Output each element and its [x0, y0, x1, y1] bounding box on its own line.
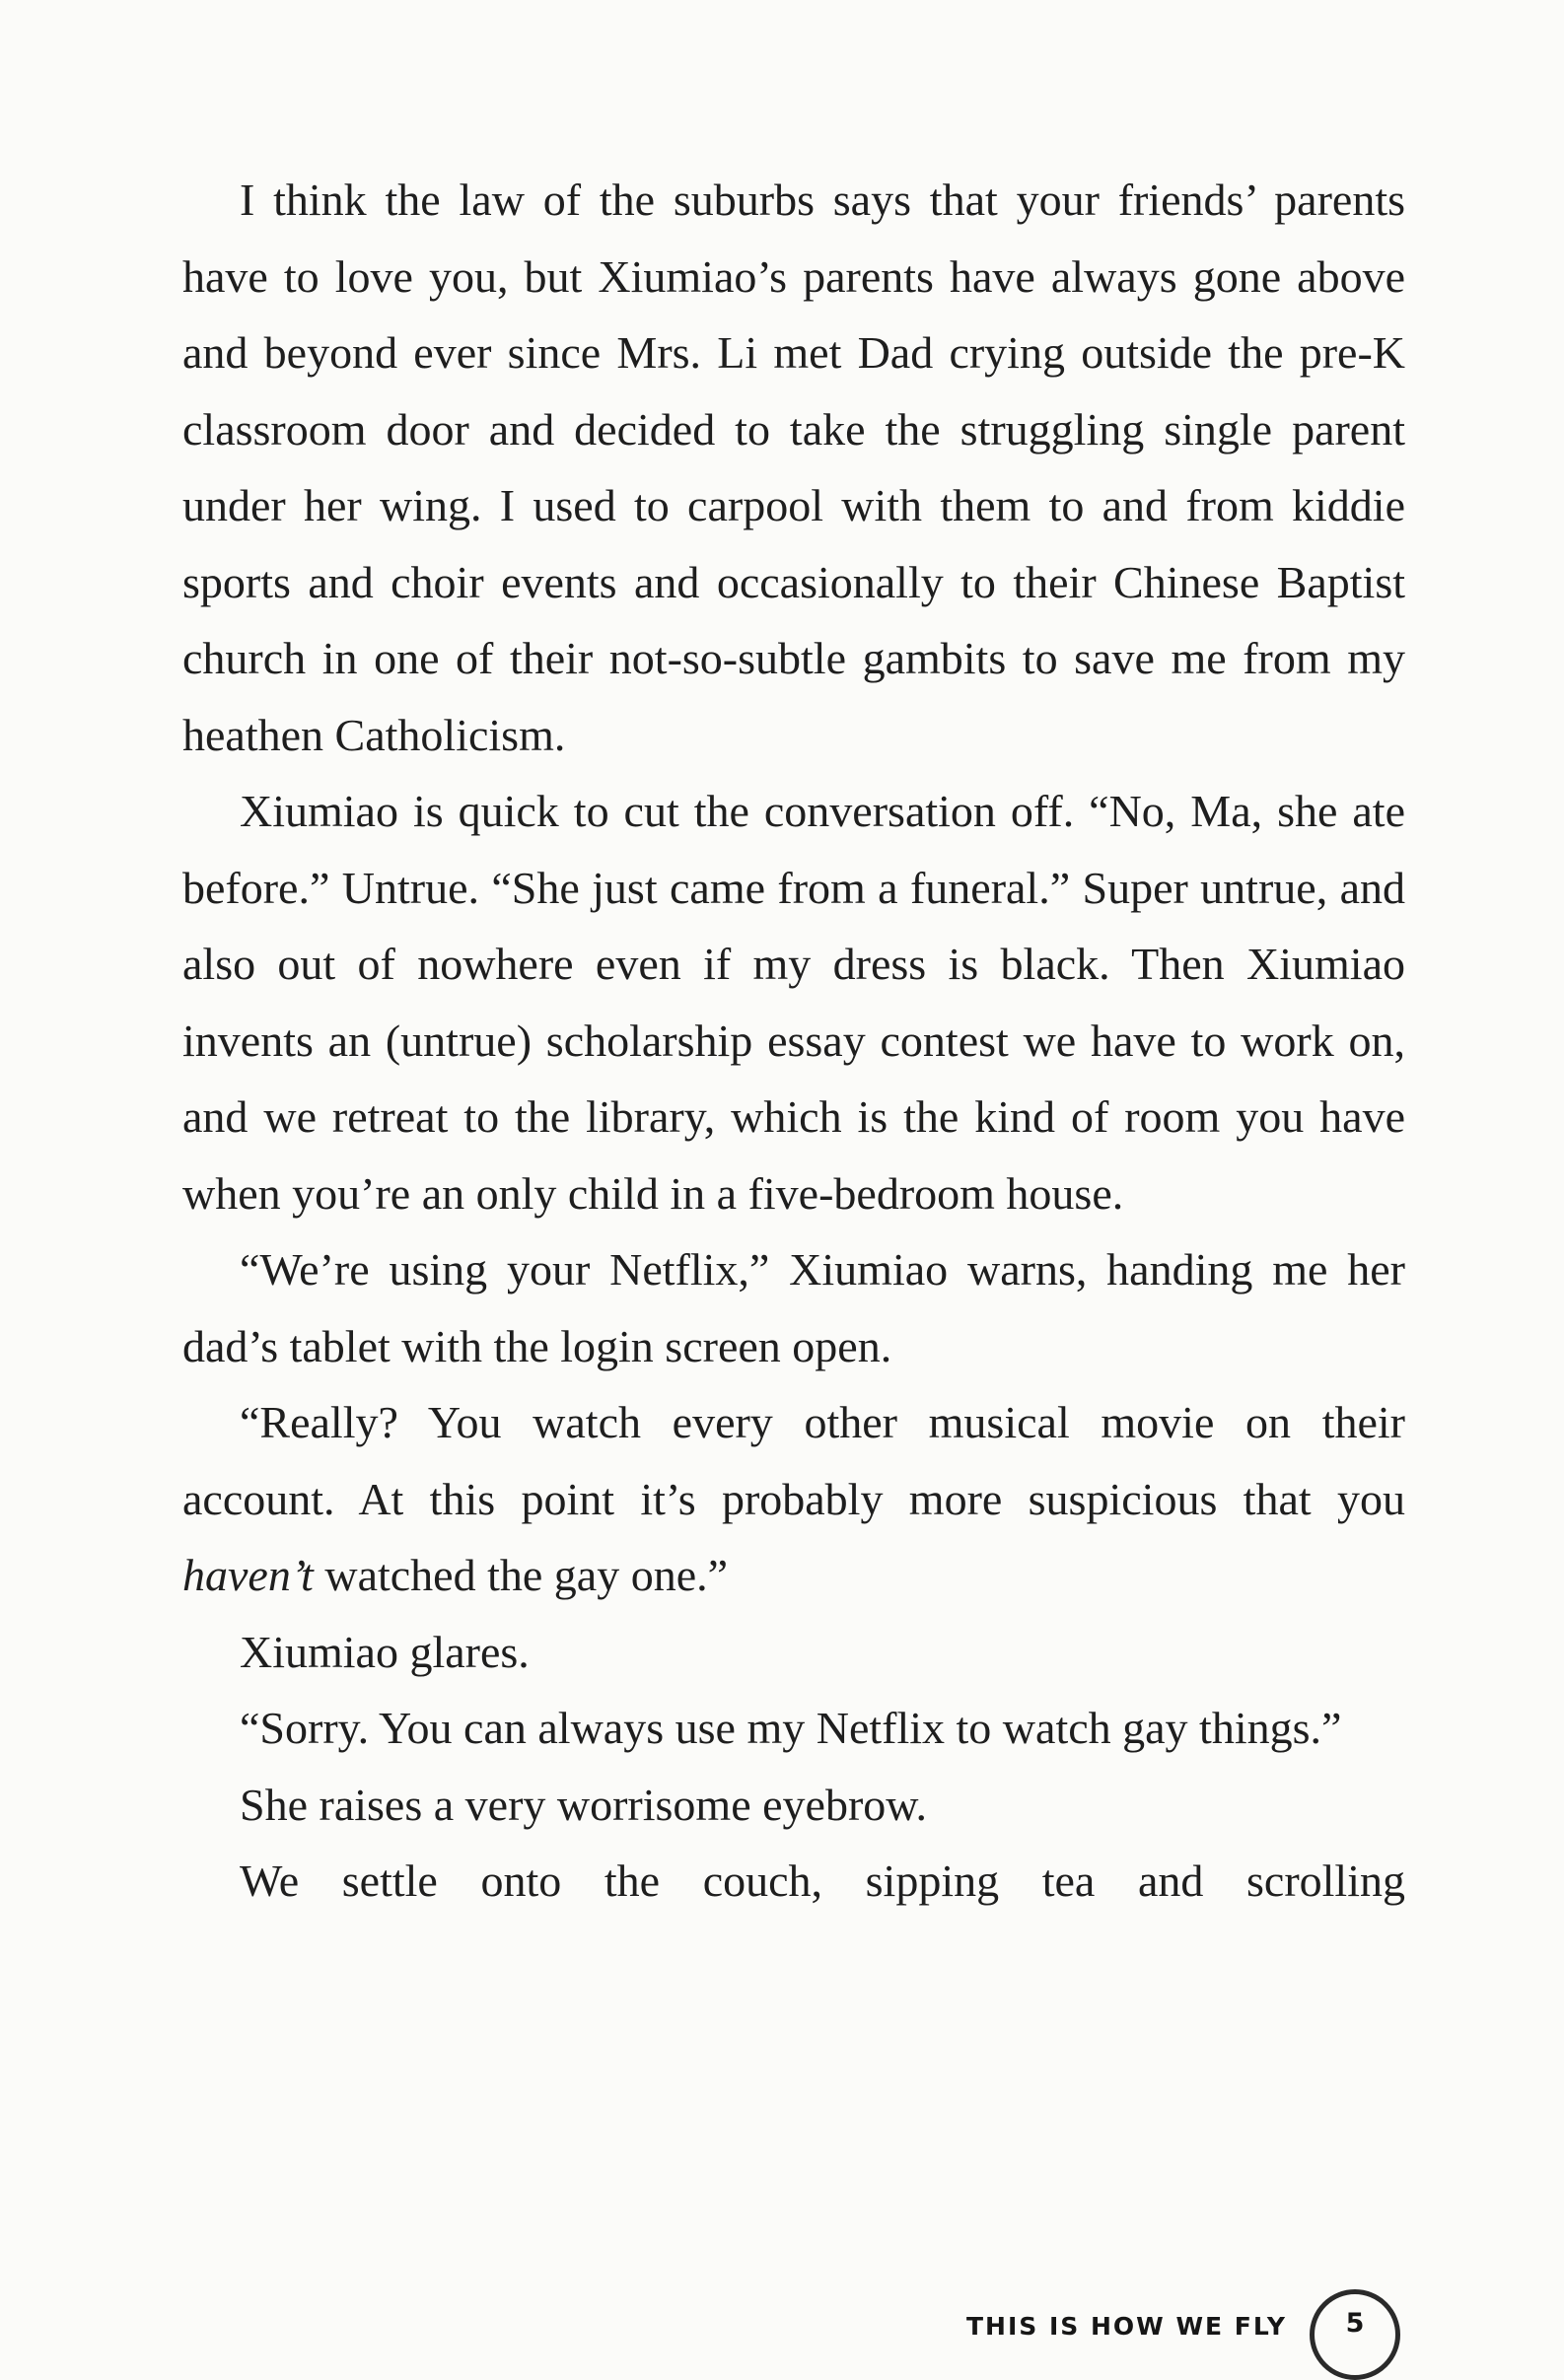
paragraph: “We’re using your Netflix,” Xiumiao warns, handing me her dad’s tablet with the login screen open. — [182, 1244, 1405, 1371]
paragraph — [182, 1384, 1405, 1614]
paragraph-text: watched the gay one.” — [313, 1550, 729, 1600]
paragraph-text: “Really? You watch every other musical movie on their account. At this point it’s probably more suspicious that you — [182, 1397, 1405, 1524]
body-text — [182, 162, 1405, 1920]
paragraph: I think the law of the suburbs says that your friends’ parents have to love you, but Xiumiao’s parents have always gone above and beyond ever since Mrs. Li met Dad crying outside the pre-K classroom door and decided to take the struggling single parent under her wing. I used to carpool with them to and from kiddie sports and choir events and occasionally to their Chinese Baptist church in one of their not-so-subtle gambits to save me from my heathen Catholicism. — [182, 175, 1405, 760]
emphasized-text: haven’t — [182, 1550, 314, 1600]
paragraph: We settle onto the couch, sipping tea and scrolling — [240, 1855, 1405, 1906]
page-footer — [0, 2289, 1564, 2358]
paragraph: “Sorry. You can always use my Netflix to watch gay things.” — [240, 1703, 1342, 1753]
paragraph: Xiumiao is quick to cut the conversation off. “No, Ma, she ate before.” Untrue. “She just came from a funeral.” Super untrue, and also out of nowhere even if my dress is black. Then Xiumiao invents an (untrue) scholarship essay contest we have to work on, and we retreat to the library, which is the kind of room you have when you’re an only child in a five-bedroom house. — [182, 786, 1405, 1219]
paragraph: She raises a very worrisome eyebrow. — [240, 1779, 928, 1830]
running-title: THIS IS HOW WE FLY — [966, 2312, 1288, 2341]
page-number: 5 — [1345, 2308, 1365, 2339]
paragraph: Xiumiao glares. — [240, 1626, 530, 1677]
